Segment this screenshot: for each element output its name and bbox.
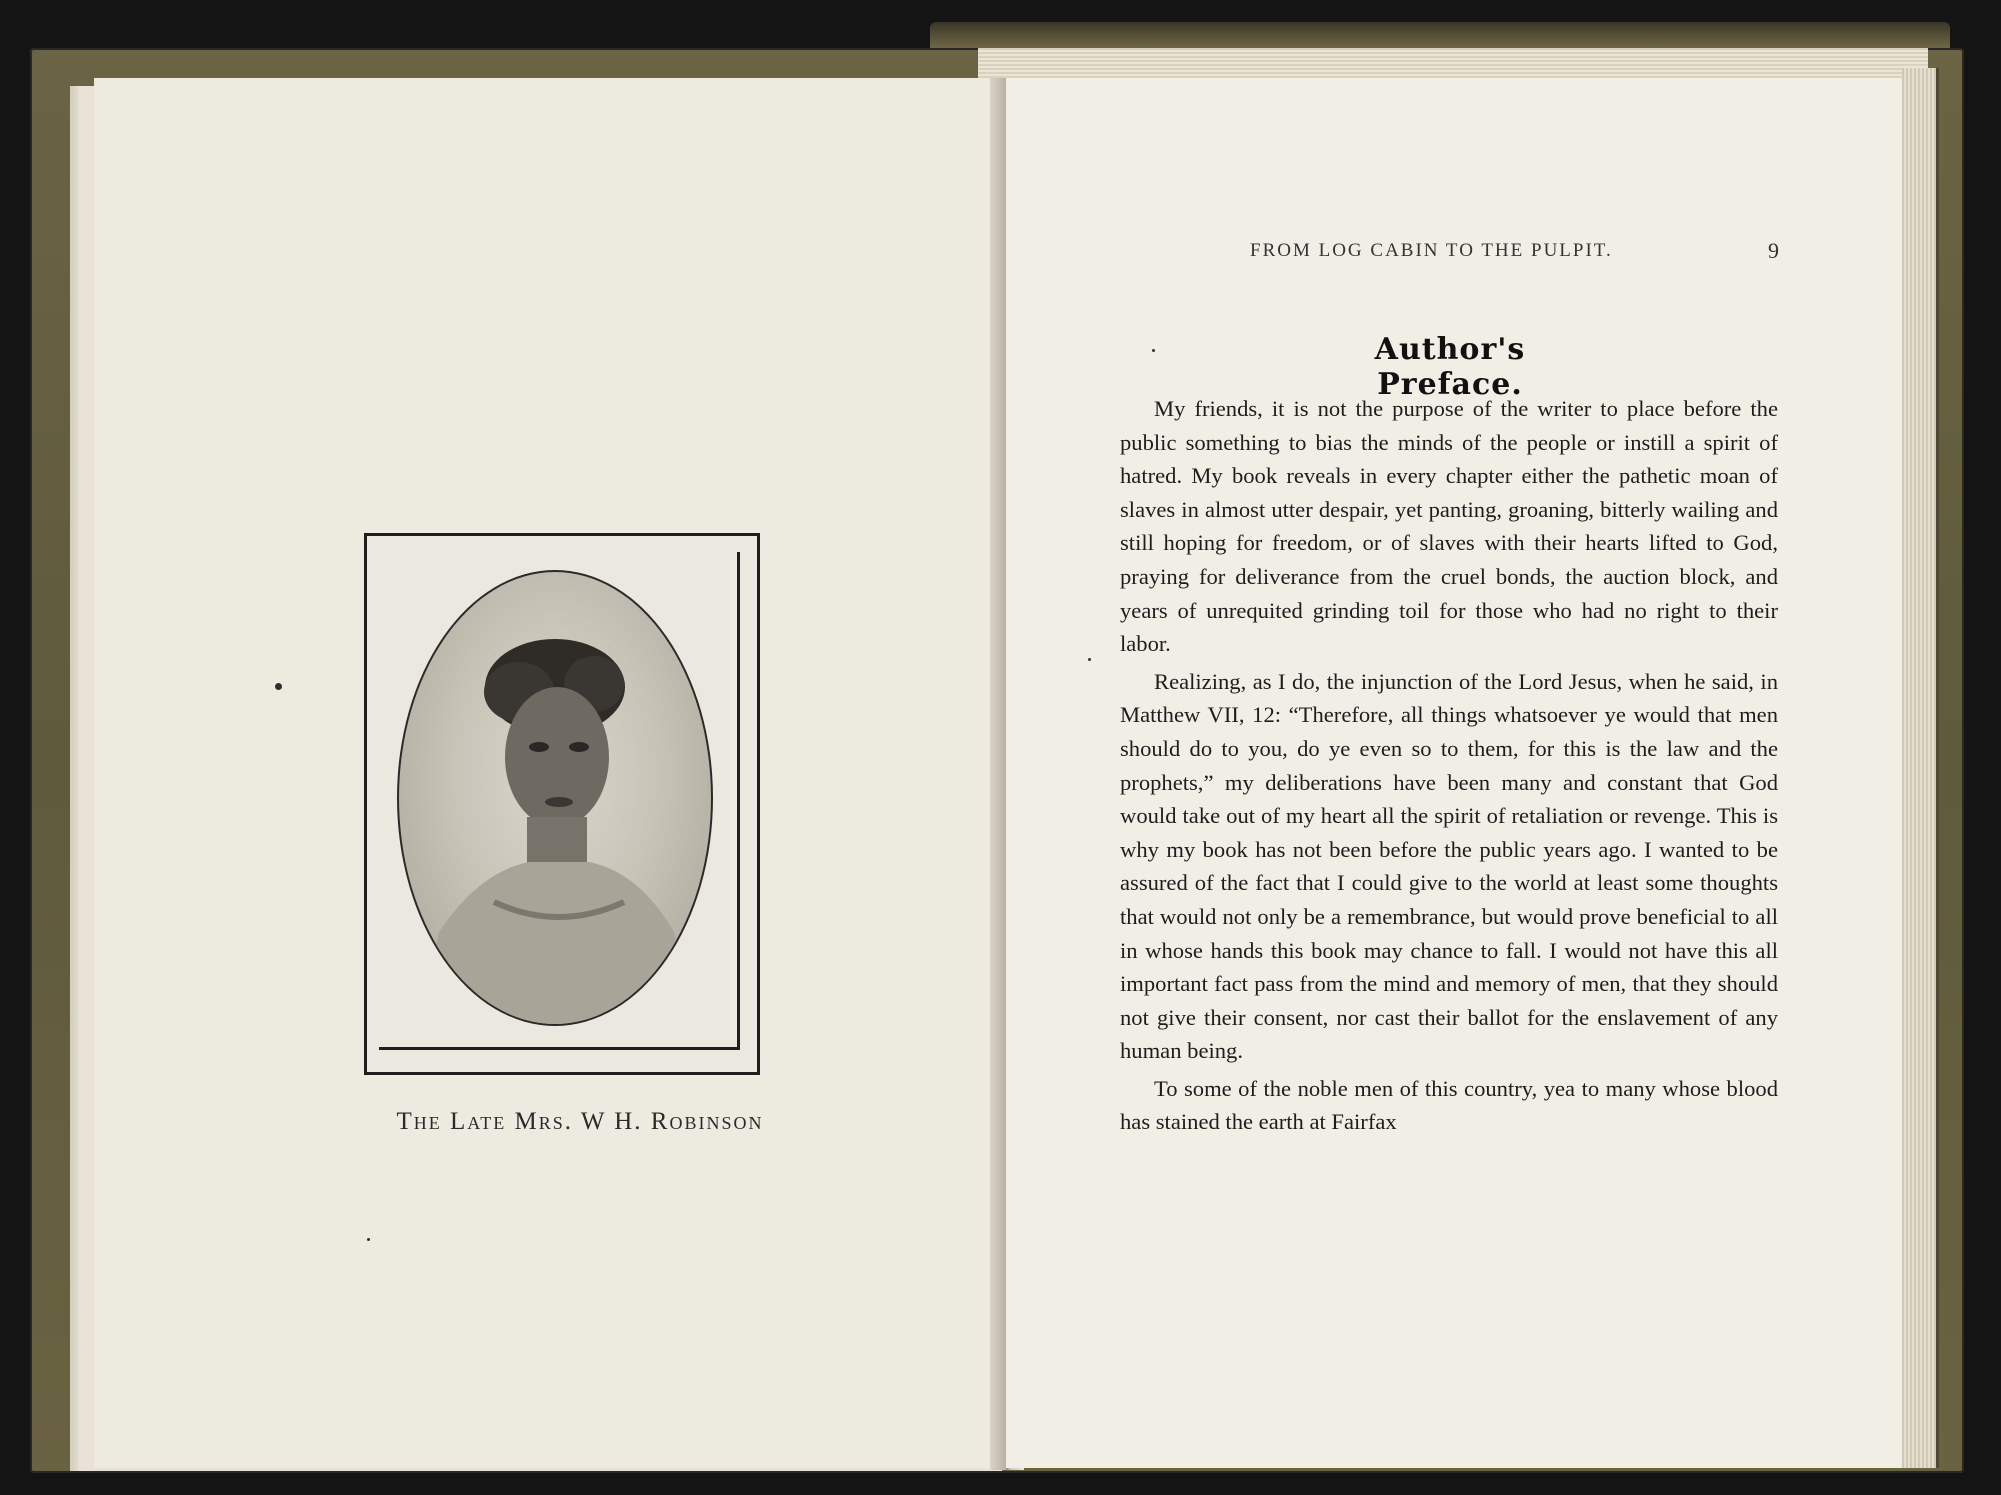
portrait-frame <box>364 533 760 1075</box>
preface-body <box>1120 392 1778 1139</box>
ink-speck <box>1088 658 1091 661</box>
portrait-border <box>379 552 740 1050</box>
paragraph: My friends, it is not the purpose of the writer to place before the public something to bias the minds of the people or instill a spirit of hatred. My book reveals in every chapter either the pathetic moan of slaves in almost utter despair, yet panting, groaning, bitterly wailing and still hoping for freedom, or of slaves with their hearts lifted to God, praying for deliverance from the cruel bonds, the auction block, and years of unrequited grinding toil for those who had no right to their labor. <box>1120 396 1778 657</box>
preface-title: Author's Preface. <box>1374 332 1526 402</box>
ink-speck <box>1152 349 1155 352</box>
ink-speck <box>367 1238 370 1241</box>
page-edges-top <box>978 48 1928 78</box>
page-number: 9 <box>1768 238 1779 263</box>
page-edges-right <box>1902 68 1939 1468</box>
paragraph: To some of the noble men of this country, yea to many whose blood has stained the earth at Fairfax <box>1120 1075 1778 1135</box>
ink-speck <box>275 683 282 690</box>
portrait-caption: The Late Mrs. W H. Robinson <box>396 1108 764 1135</box>
paragraph: Realizing, as I do, the injunction of the Lord Jesus, when he said, in Matthew VII, 12: “Therefore, all things whatsoever ye would that men should do to you, do ye even so to them, for this is the law and the prophets,” my deliberations have been many and constant that God would take out of my heart all the spirit of retaliation or revenge. This is why my book has not been before the public years ago. I wanted to be assured of the fact that I could give to the world at least some thoughts that would not only be a remembrance, but would prove beneficial to all in whose hands this book may chance to fall. I would not have this all important fact pass from the mind and memory of men, that they should not give their consent, nor cast their ballot for the enslavement of any human being. <box>1120 668 1778 1064</box>
portrait-figure-icon <box>399 572 711 1024</box>
running-head: FROM LOG CABIN TO THE PULPIT. <box>1250 240 1613 261</box>
portrait-photo <box>397 570 713 1026</box>
